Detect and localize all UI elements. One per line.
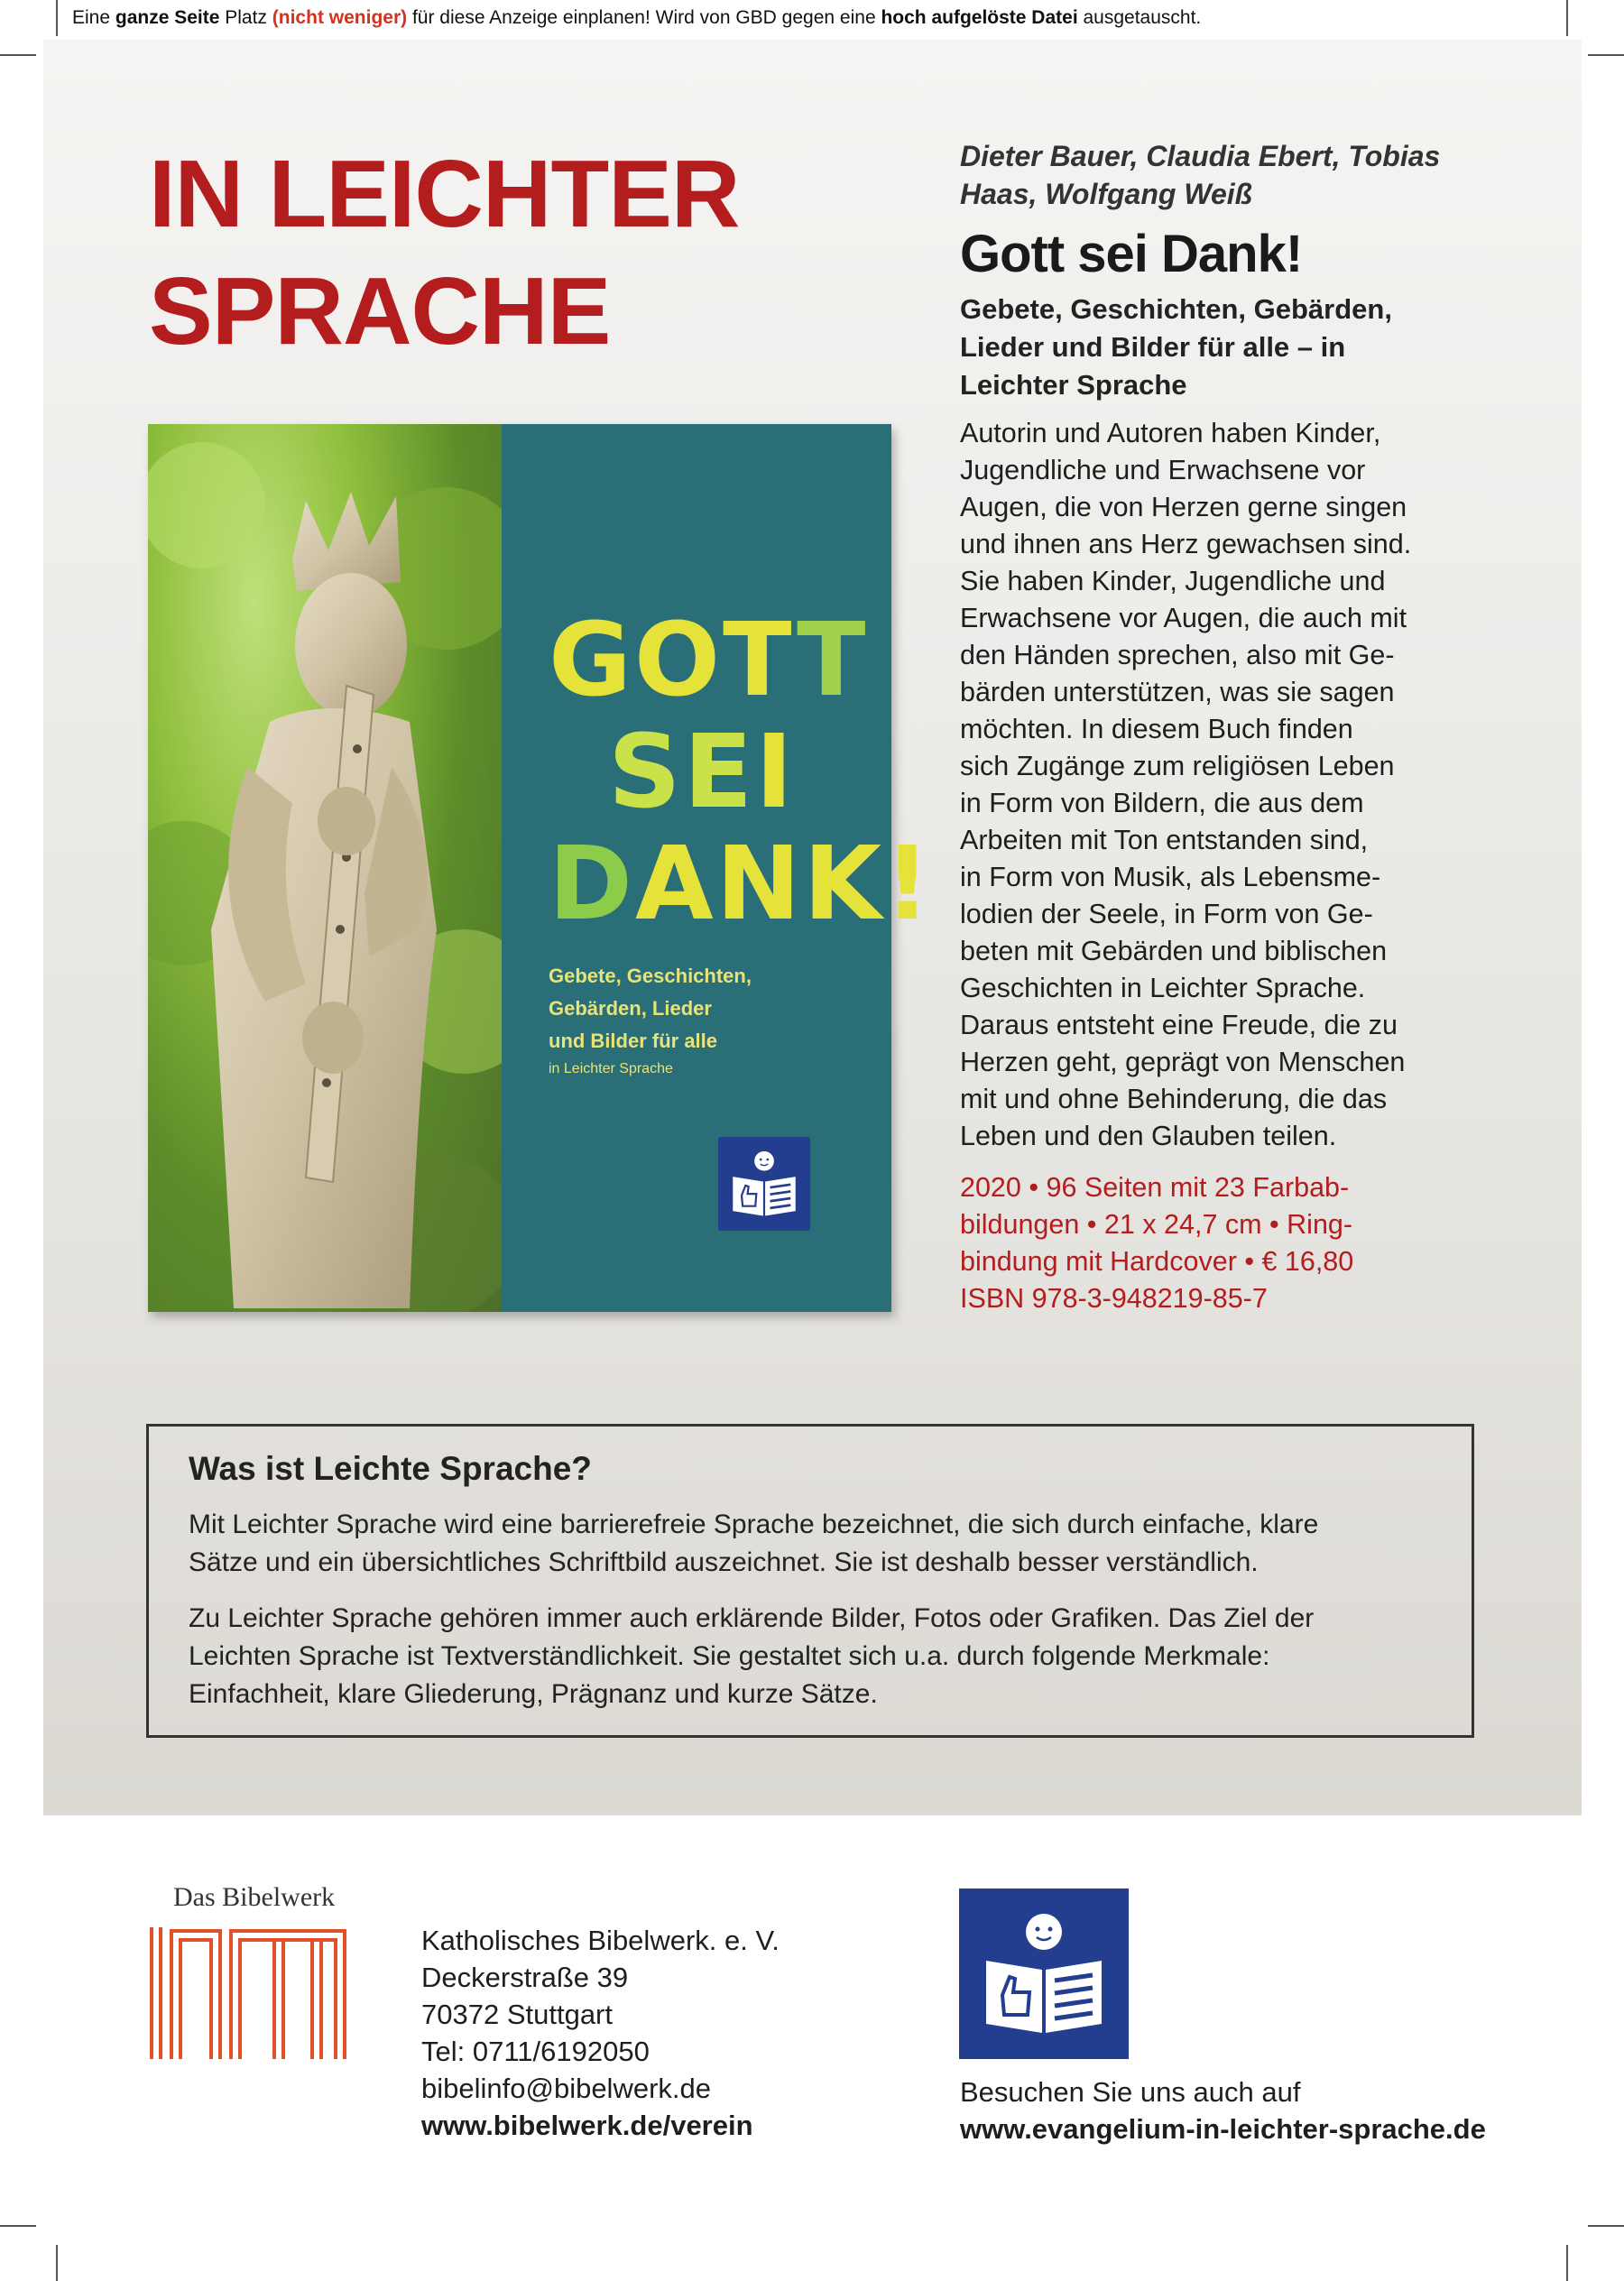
note-text: Eine	[72, 7, 115, 28]
cover-title-line	[549, 714, 933, 831]
cover-title-part: GOT	[549, 602, 798, 719]
description-line: den Händen sprechen, also mit Ge-	[960, 640, 1395, 670]
subtitle-line: Gebete, Geschichten, Gebärden,	[960, 293, 1392, 325]
cover-subtitle	[549, 960, 783, 1057]
cover-title-part: D	[549, 826, 635, 943]
cover-photo-clay-figure-flute	[148, 424, 502, 1312]
info-paragraph	[189, 1600, 1452, 1713]
cover-title-part: T	[797, 602, 869, 719]
meta-line: bindung mit Hardcover • € 16,80	[960, 1246, 1354, 1277]
description-line: Daraus entsteht eine Freude, die zu	[960, 1010, 1398, 1040]
note-bold: ganze Seite	[115, 7, 220, 28]
description-line: in Form von Bildern, die aus dem	[960, 788, 1364, 818]
note-text: ausgetauscht.	[1077, 7, 1202, 28]
info-line: Zu Leichter Sprache gehören immer auch erklärende Bilder, Fotos oder Grafiken. Das Ziel der	[189, 1603, 1315, 1633]
description-line: sich Zugänge zum religiösen Leben	[960, 751, 1395, 781]
cover-subtitle-line: und Bilder für alle	[549, 1030, 718, 1052]
description-line: mit und ohne Behinderung, die das	[960, 1084, 1388, 1114]
note-text: für diese Anzeige einplanen! Wird von GBD gegen eine	[407, 7, 881, 28]
book-authors	[960, 137, 1465, 213]
book-description	[960, 415, 1465, 1155]
description-line: lodien der Seele, in Form von Ge-	[960, 899, 1373, 929]
headline-line: SPRACHE	[149, 258, 611, 365]
placement-note	[72, 7, 1201, 29]
headline	[149, 135, 780, 370]
subtitle-line: Leichter Sprache	[960, 369, 1187, 401]
visit-url-link[interactable]: www.evangelium-in-leichter-sprache.de	[960, 2113, 1486, 2145]
cover-subtitle-line: Gebete, Geschichten,	[549, 965, 752, 987]
cover-small-label: in Leichter Sprache	[549, 1061, 673, 1076]
subtitle-line: Lieder und Bilder für alle – in	[960, 331, 1346, 363]
description-line: bärden unterstützen, was sie sagen	[960, 677, 1395, 707]
description-line: Augen, die von Herzen gerne singen	[960, 492, 1407, 522]
description-line: und ihnen ans Herz gewachsen sind.	[960, 529, 1412, 559]
easy-language-badge-icon	[718, 1137, 810, 1231]
description-line: Leben und den Glauben teilen.	[960, 1121, 1337, 1151]
book-title: Gott sei Dank!	[960, 225, 1303, 283]
bibelwerk-logo-icon	[148, 1927, 351, 2064]
info-line: Leichten Sprache ist Textverständlichkeit. Sie gestaltet sich u.a. durch folgende Merkmale:	[189, 1641, 1270, 1671]
info-line: Einfachheit, klare Gliederung, Prägnanz und kurze Sätze.	[189, 1679, 878, 1709]
info-title: Was ist Leichte Sprache?	[189, 1450, 592, 1487]
info-box	[146, 1424, 1474, 1738]
crop-mark	[56, 0, 58, 36]
description-line: Sie haben Kinder, Jugendliche und	[960, 566, 1386, 596]
description-line: Erwachsene vor Augen, die auch mit	[960, 603, 1407, 633]
book-subtitle	[960, 291, 1429, 404]
authors-line: Dieter Bauer, Claudia Ebert, Tobias	[960, 140, 1441, 172]
meta-line: 2020 • 96 Seiten mit 23 Farbab-	[960, 1172, 1350, 1203]
meta-line: ISBN 978-3-948219-85-7	[960, 1283, 1268, 1314]
cover-teal-panel	[502, 424, 934, 1312]
description-line: Herzen geht, geprägt von Menschen	[960, 1047, 1406, 1077]
description-line: in Form von Musik, als Lebensme-	[960, 862, 1381, 892]
address-line: 70372 Stuttgart	[421, 1999, 613, 2030]
note-text: Platz	[219, 7, 272, 28]
crop-mark	[1566, 0, 1568, 36]
book-meta	[960, 1169, 1465, 1317]
info-line: Sätze und ein übersichtliches Schriftbild auszeichnet. Sie ist deshalb besser verständlich.	[189, 1547, 1259, 1577]
address-line: Tel: 0711/6192050	[421, 2036, 650, 2067]
cover-title-line	[549, 602, 933, 719]
clay-figure-illustration	[148, 424, 502, 1312]
description-line: Arbeiten mit Ton entstanden sind,	[960, 825, 1369, 855]
info-line: Mit Leichter Sprache wird eine barrierefreie Sprache bezeichnet, die sich durch einfache, klare	[189, 1510, 1319, 1539]
description-line: Autorin und Autoren haben Kinder,	[960, 418, 1381, 448]
address-line: Deckerstraße 39	[421, 1962, 629, 1993]
crop-mark	[0, 54, 36, 56]
meta-line: bildungen • 21 x 24,7 cm • Ring-	[960, 1209, 1353, 1240]
website-link[interactable]: www.bibelwerk.de/verein	[421, 2110, 753, 2141]
authors-line: Haas, Wolfgang Weiß	[960, 178, 1253, 210]
info-paragraph	[189, 1506, 1452, 1582]
book-cover	[148, 424, 934, 1312]
cover-title-part: ANK!	[634, 826, 934, 943]
crop-mark	[56, 2245, 58, 2281]
visit-block	[960, 2073, 1486, 2147]
address-line: Katholisches Bibelwerk. e. V.	[421, 1925, 780, 1956]
cover-subtitle-line: Gebärden, Lieder	[549, 997, 712, 1020]
bibelwerk-label: Das Bibelwerk	[173, 1882, 336, 1912]
leichte-sprache-logo-icon	[959, 1889, 1129, 2059]
cover-title-part: I	[755, 714, 796, 831]
publisher-address	[421, 1922, 780, 2144]
note-bold: hoch aufgelöste Datei	[881, 7, 1078, 28]
crop-mark	[1566, 2245, 1568, 2281]
description-line: möchten. In diesem Buch finden	[960, 714, 1353, 744]
description-line: Jugendliche und Erwachsene vor	[960, 455, 1366, 485]
description-line: beten mit Gebärden und biblischen	[960, 936, 1388, 966]
cover-title-line	[549, 826, 934, 943]
cover-title-part: SE	[608, 714, 756, 831]
visit-text: Besuchen Sie uns auch auf	[960, 2076, 1301, 2108]
crop-mark	[1588, 2225, 1624, 2227]
crop-mark	[0, 2225, 36, 2227]
crop-mark	[1588, 54, 1624, 56]
description-line: Geschichten in Leichter Sprache.	[960, 973, 1366, 1003]
headline-line: IN LEICHTER	[149, 141, 740, 247]
cover-title	[549, 602, 934, 943]
note-red: (nicht weniger)	[272, 7, 408, 28]
email-link[interactable]: bibelinfo@bibelwerk.de	[421, 2073, 711, 2104]
